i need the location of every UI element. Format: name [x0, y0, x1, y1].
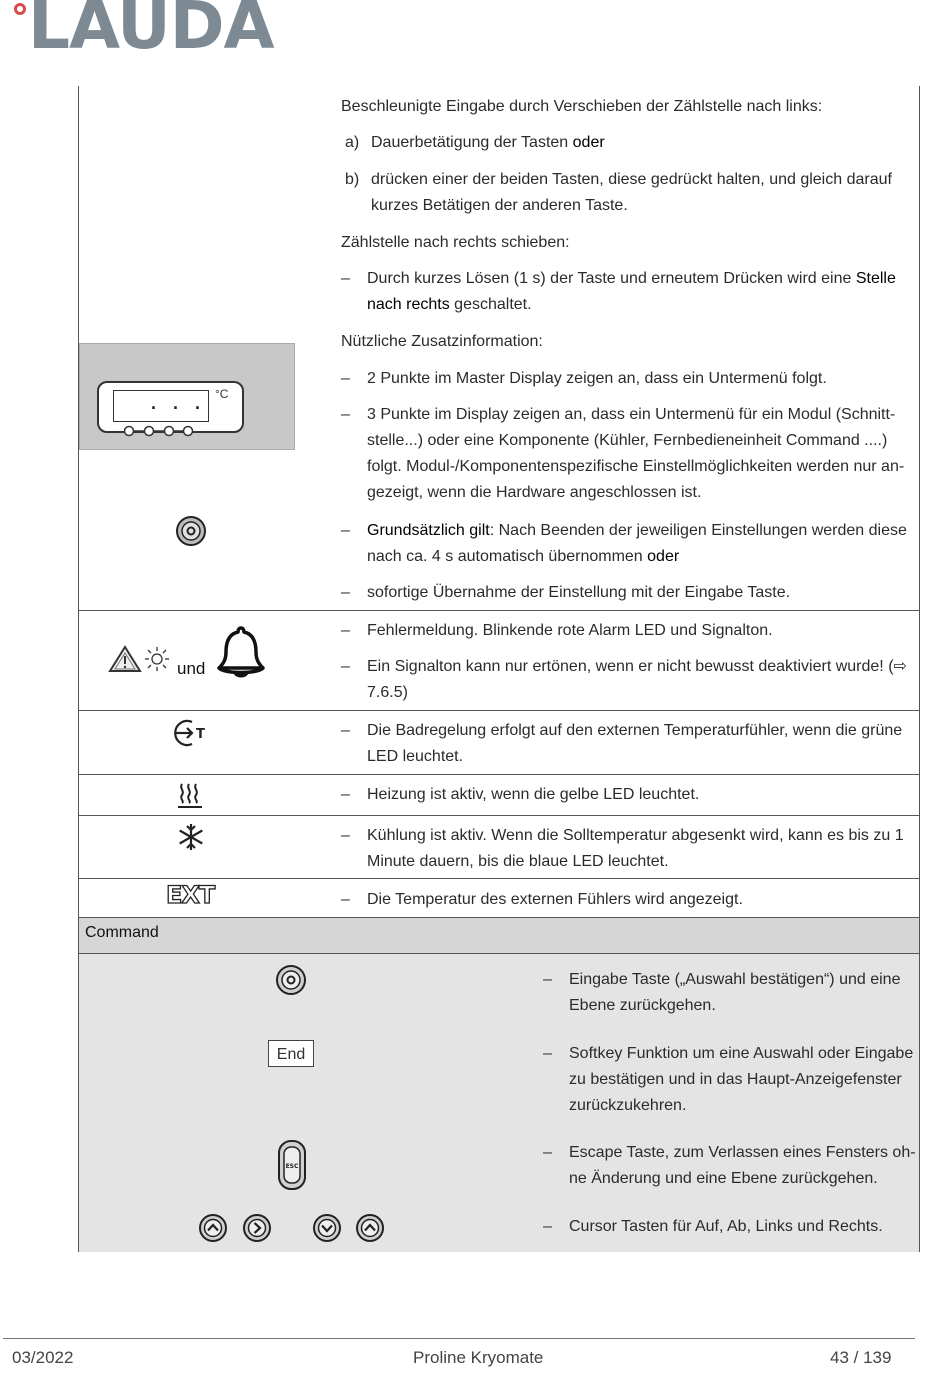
- dots3-line2: stelle...) oder eine Komponente (Kühler, Fernbedieneinheit Command ....): [367, 432, 888, 449]
- dots2-text: 2 Punkte im Master Display zeigen an, dass ein Untermenü folgt.: [367, 370, 827, 387]
- row-divider: [78, 815, 920, 816]
- dots3-line1: 3 Punkte im Display zeigen an, dass ein Untermenü für ein Modul (Schnitt-: [367, 406, 896, 423]
- row-divider: [78, 710, 920, 711]
- basic-line2: nach ca. 4 s automatisch übernommen oder: [367, 548, 680, 565]
- enter-line1: Eingabe Taste („Auswahl bestätigen“) und eine: [569, 971, 901, 988]
- enter-line2: Ebene zurückgehen.: [569, 997, 716, 1014]
- alarm-line2a: Ein Signalton kann nur ertönen, wenn er nicht bewusst deaktiviert wurde! (⇨: [367, 658, 907, 675]
- end-line1: Softkey Funktion um eine Auswahl oder Eingabe: [569, 1045, 914, 1062]
- bullet-dash: –: [341, 622, 350, 639]
- bullet-dash: –: [341, 891, 350, 908]
- row-divider: [78, 878, 920, 879]
- bell-icon: [214, 624, 268, 680]
- footer-rule: [3, 1338, 915, 1339]
- led-light-icon: [144, 646, 170, 672]
- logo-text: LAUDA: [28, 0, 274, 64]
- footer-page-number: 43 / 139: [830, 1348, 892, 1367]
- esc-line2: ne Änderung und eine Ebene zurückgehen.: [569, 1170, 878, 1187]
- item-a-text: Dauerbetätigung der Tasten oder: [371, 134, 605, 151]
- display-led-row-icon: [120, 424, 200, 438]
- row-divider: [78, 774, 920, 775]
- basic-line1: Grundsätzlich gilt: Nach Beenden der jeweiligen Einstellungen werden diese: [367, 522, 907, 539]
- cursor-text: Cursor Tasten für Auf, Ab, Links und Rechts.: [569, 1218, 883, 1235]
- enter-key-icon: [175, 515, 207, 547]
- end-line2: zu bestätigen und in das Haupt-Anzeigefenster: [569, 1071, 902, 1088]
- escape-key-label: ESC: [285, 1163, 299, 1170]
- alarm-line1: Fehlermeldung. Blinkende rote Alarm LED und Signalton.: [367, 622, 773, 639]
- snowflake-icon: [176, 822, 206, 852]
- end-line3: zurückzukehren.: [569, 1097, 687, 1114]
- command-enter-key-icon: [275, 964, 307, 996]
- warning-triangle-icon: [108, 644, 142, 674]
- command-title: Command: [85, 924, 159, 941]
- cooling-line1: Kühlung ist aktiv. Wenn die Solltemperatur abgesenkt wird, kann es bis zu 1: [367, 827, 904, 844]
- emphasis-oder: oder: [572, 134, 605, 151]
- bullet-dash: –: [341, 522, 350, 539]
- escape-key-icon: [276, 1138, 308, 1192]
- end-softkey: End: [268, 1040, 314, 1067]
- svg-text:T: T: [196, 727, 205, 742]
- item-a-marker: a): [345, 134, 360, 151]
- bullet-dash: –: [341, 584, 350, 601]
- bullet-dash: –: [341, 270, 350, 287]
- ext-icon: EXT: [166, 881, 215, 909]
- bullet-dash: –: [543, 1144, 552, 1161]
- bullet-dash: –: [341, 827, 350, 844]
- display-dots: . . .: [150, 393, 206, 413]
- immediate-text: sofortige Übernahme der Einstellung mit der Eingabe Taste.: [367, 584, 791, 601]
- cursor-keys-icon: [197, 1212, 387, 1244]
- ext-ctrl-line1: Die Badregelung erfolgt auf den externen Temperaturfühler, wenn die grüne: [367, 722, 903, 739]
- bullet-dash: –: [543, 1218, 552, 1235]
- cooling-line2: Minute dauern, bis die blaue LED leuchtet.: [367, 853, 669, 870]
- bullet-dash: –: [341, 722, 350, 739]
- bullet-dash: –: [341, 370, 350, 387]
- bullet-dash: –: [543, 1045, 552, 1062]
- external-probe-icon: [170, 718, 212, 748]
- footer-product: Proline Kryomate: [413, 1348, 544, 1367]
- bullet-dash: –: [341, 658, 350, 675]
- ext-temp-text: Die Temperatur des externen Fühlers wird angezeigt.: [367, 891, 743, 908]
- display-unit: °C: [215, 387, 229, 401]
- bullet-dash: –: [341, 406, 350, 423]
- item-b-line2: kurzes Betätigen der anderen Taste.: [371, 197, 628, 214]
- logo-ring-icon: [14, 3, 26, 15]
- item-b-marker: b): [345, 171, 360, 188]
- heating-text: Heizung ist aktiv, wenn die gelbe LED leuchtet.: [367, 786, 700, 803]
- item-b-line1: drücken einer der beiden Tasten, diese gedrückt halten, und gleich darauf: [371, 171, 892, 188]
- ext-ctrl-line2: LED leuchtet.: [367, 748, 464, 765]
- dots3-line3: folgt. Modul-/Komponentenspezifische Einstellmöglichkeiten werden nur an-: [367, 458, 905, 475]
- footer-date: 03/2022: [12, 1348, 74, 1367]
- bullet-dash: –: [543, 971, 552, 988]
- command-section: [79, 954, 919, 1252]
- alarm-line2b: 7.6.5): [367, 684, 408, 701]
- shift-line1: Durch kurzes Lösen (1 s) der Taste und erneutem Drücken wird eine Stelle: [367, 270, 896, 287]
- dots3-line4: gezeigt, wenn die Hardware angeschlossen ist.: [367, 484, 702, 501]
- command-header: [79, 917, 919, 954]
- shift-title: Zählstelle nach rechts schieben:: [341, 234, 570, 251]
- heating-icon: [176, 781, 204, 809]
- useful-title: Nützliche Zusatzinformation:: [341, 333, 543, 350]
- row-divider: [78, 610, 920, 611]
- lauda-logo: [14, 0, 274, 64]
- intro-text: Beschleunigte Eingabe durch Verschieben der Zählstelle nach links:: [341, 98, 823, 115]
- shift-line2: nach rechts geschaltet.: [367, 296, 532, 313]
- esc-line1: Escape Taste, zum Verlassen eines Fensters oh-: [569, 1144, 916, 1161]
- bullet-dash: –: [341, 786, 350, 803]
- display-screen: [113, 390, 209, 422]
- alarm-und-label: und: [177, 659, 206, 678]
